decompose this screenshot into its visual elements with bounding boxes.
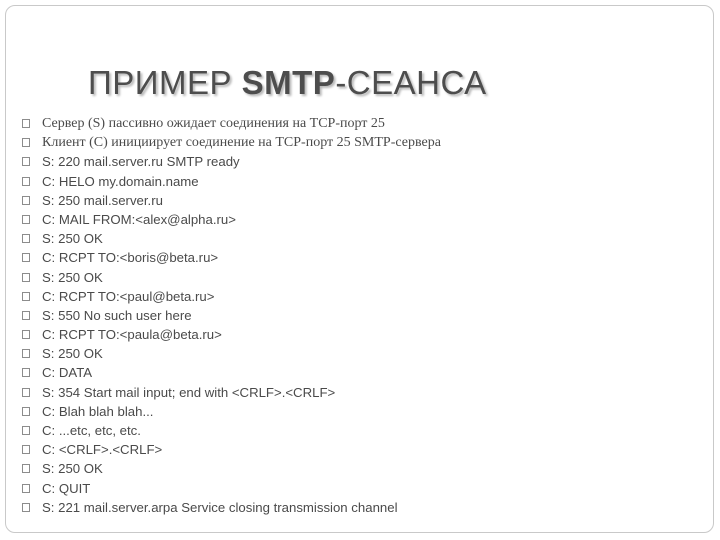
bullet-icon [22, 196, 30, 205]
bullet-icon [22, 388, 30, 397]
bullet-icon [22, 215, 30, 224]
bullet-icon [22, 503, 30, 512]
title-word-smtp: SMTP [241, 64, 336, 101]
title-word-seansa: -СЕАНСА [335, 64, 487, 101]
bullet-icon [22, 484, 30, 493]
list-item-text: S: 354 Start mail input; end with <CRLF>.<CRLF> [42, 384, 336, 400]
bullet-icon [22, 119, 30, 128]
bullet-icon [22, 292, 30, 301]
list-item-text: S: 250 OK [42, 346, 103, 362]
list-item-text: Клиент (C) инициирует соединение на TCP-порт 25 SMTP-сервера [42, 135, 441, 151]
bullet-icon [22, 311, 30, 320]
list-item-text: C: RCPT TO:<paula@beta.ru> [42, 327, 222, 343]
list-item-text: C: ...etc, etc, etc. [42, 423, 141, 438]
list-item-text: C: <CRLF>.<CRLF> [42, 442, 163, 458]
list-item-text: C: DATA [42, 365, 93, 381]
list-item-text: S: 250 OK [42, 461, 103, 477]
bullet-icon [22, 407, 30, 416]
bullet-icon [22, 445, 30, 454]
bullet-icon [22, 273, 30, 282]
list-item-text: S: 250 mail.server.ru [42, 192, 163, 208]
list-item-text: C: RCPT TO:<paul@beta.ru> [42, 288, 215, 304]
list-item-text: C: RCPT TO:<boris@beta.ru> [42, 250, 219, 266]
bullet-icon [22, 349, 30, 358]
bullet-icon [22, 138, 30, 147]
bullet-icon [22, 157, 30, 166]
bullet-icon [22, 234, 30, 243]
list-item-text: S: 221 mail.server.arpa Service closing transmission channel [42, 499, 398, 515]
title-word-primer: ПРИМЕР [88, 64, 242, 101]
bullet-icon [22, 426, 30, 435]
bullet-icon [22, 253, 30, 262]
list-item-text: C: Blah blah blah... [42, 403, 154, 419]
list-item-text: S: 220 mail.server.ru SMTP ready [42, 154, 240, 170]
bullet-icon [22, 177, 30, 186]
bullet-icon [22, 464, 30, 473]
bullet-icon [22, 330, 30, 339]
list-item-text: S: 250 OK [42, 231, 103, 247]
list-item-text: C: HELO my.domain.name [42, 173, 199, 189]
list-item-text: S: 250 OK [42, 269, 103, 285]
list-item-text: C: QUIT [42, 480, 91, 496]
list-item-text: Сервер (S) пассивно ожидает соединения на TCP-порт 25 [42, 116, 385, 131]
list-item-text: S: 550 No such user here [42, 307, 192, 323]
list-item-text: C: MAIL FROM:<alex@alpha.ru> [42, 211, 236, 227]
bullet-icon [22, 368, 30, 377]
slide-title [88, 64, 487, 102]
